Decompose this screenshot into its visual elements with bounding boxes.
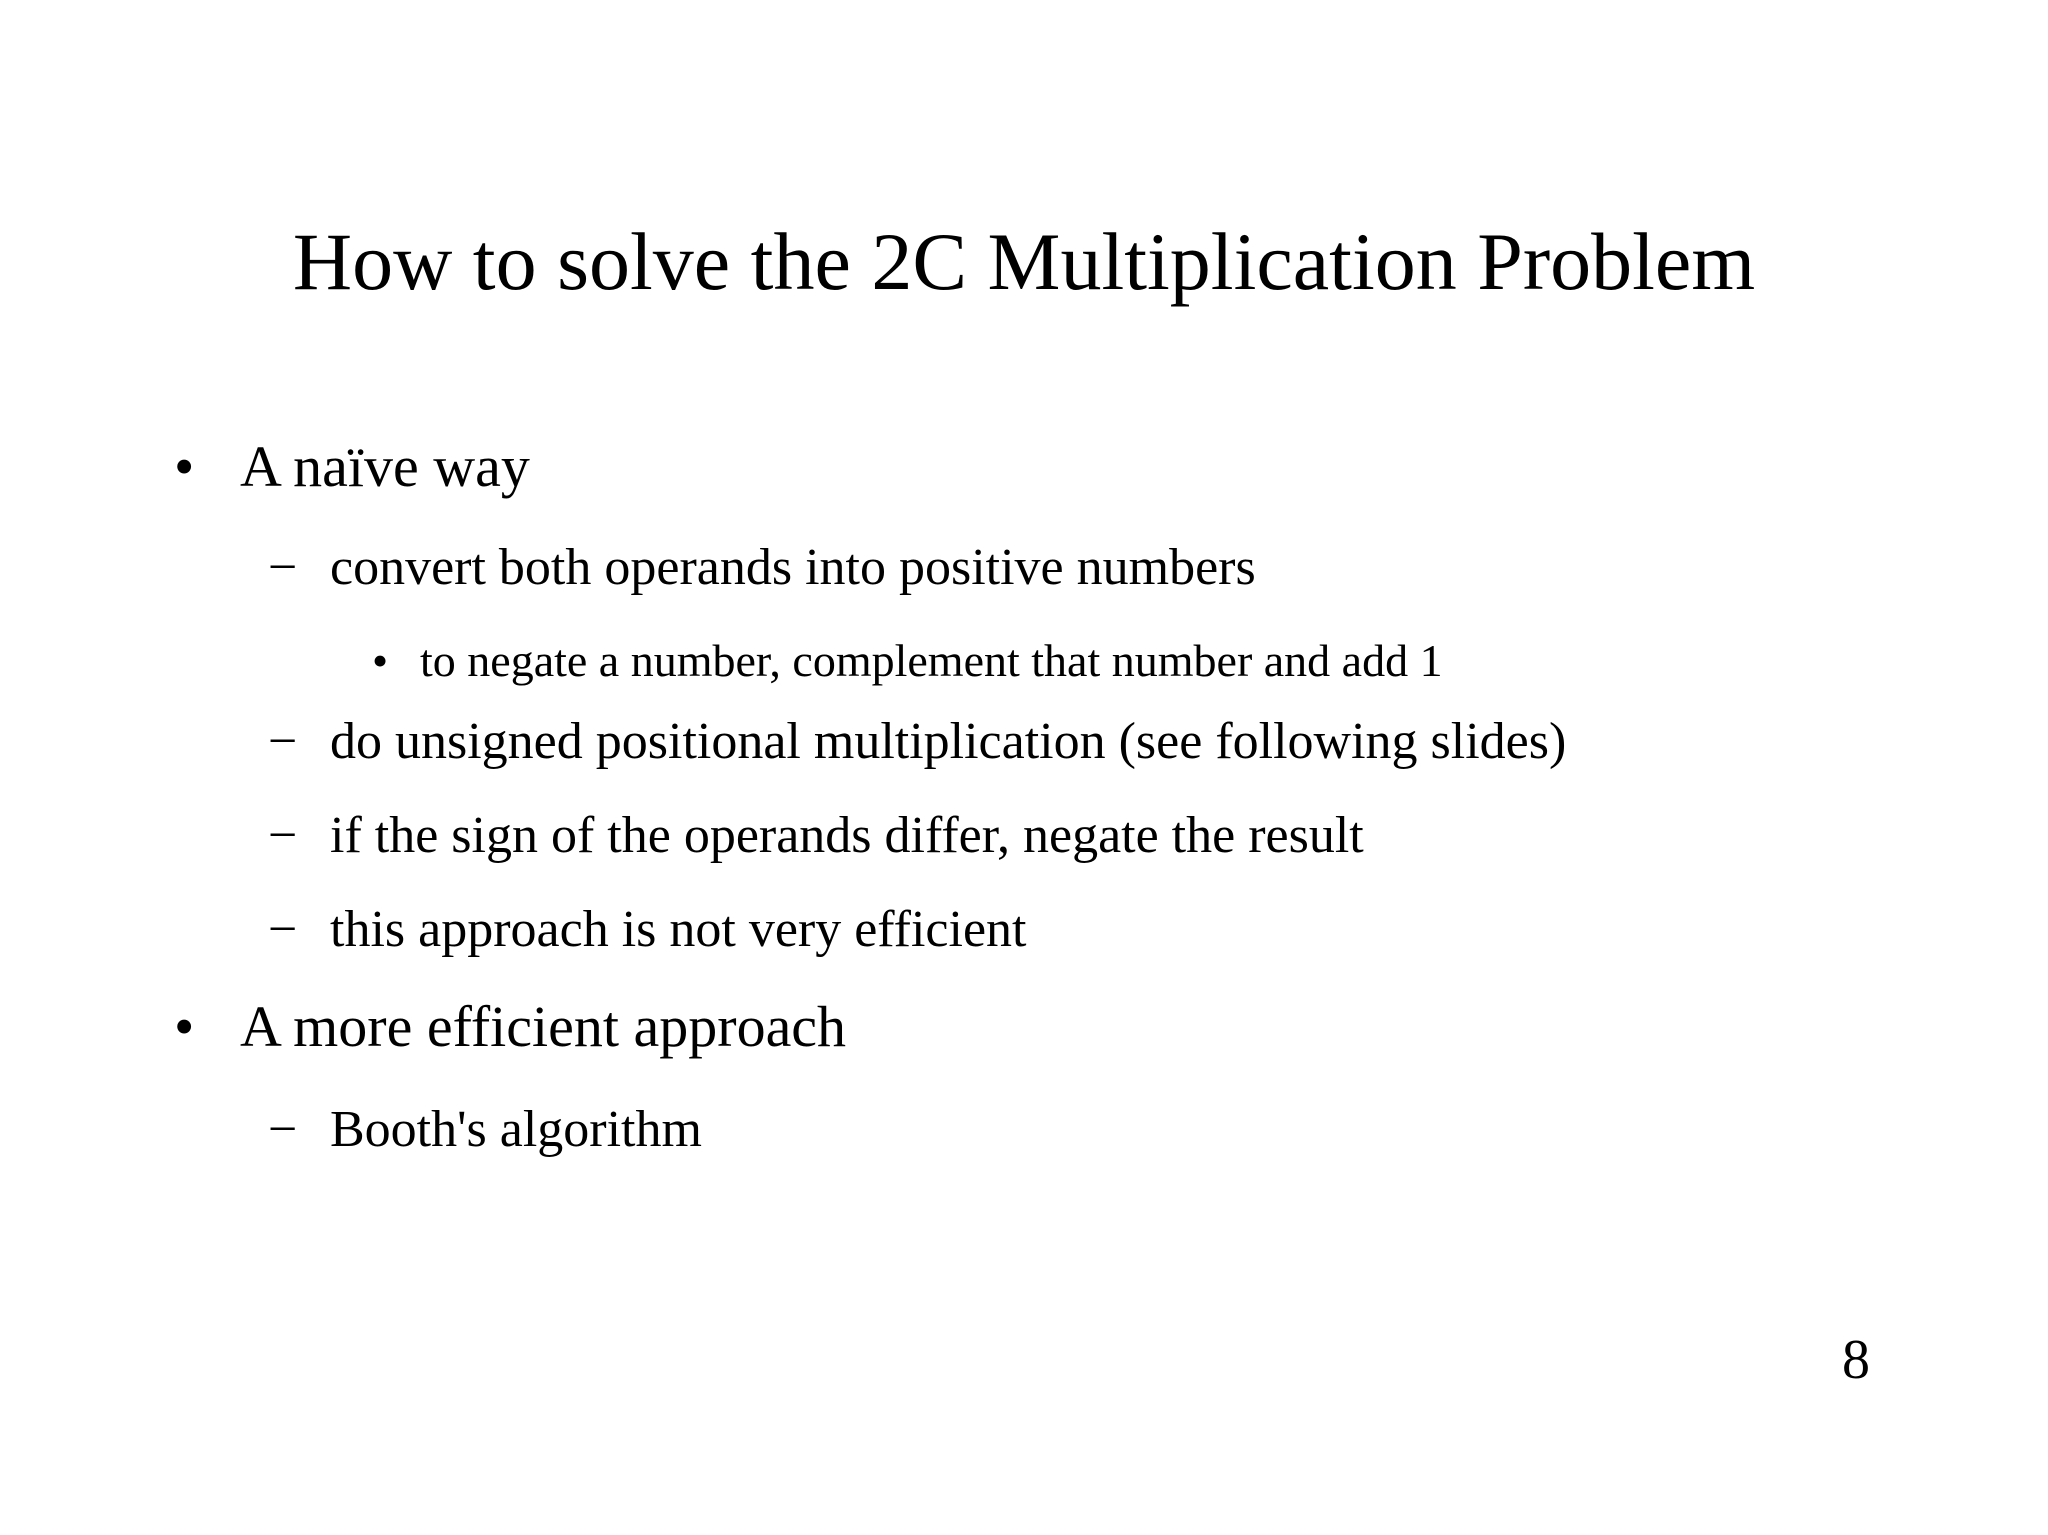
slide-title: How to solve the 2C Multiplication Problem [292, 216, 1756, 307]
dash-marker: − [268, 901, 298, 958]
bullet-marker: • [372, 635, 389, 686]
dash-marker: − [268, 539, 298, 596]
bullet-marker: • [174, 994, 195, 1059]
dash-marker: − [268, 1101, 298, 1158]
list-item-text: A naïve way [240, 434, 530, 499]
dash-marker: − [268, 807, 298, 864]
list-item-text: this approach is not very efficient [330, 901, 1027, 958]
list-item-text: to negate a number, complement that number and add 1 [420, 635, 1443, 686]
dash-marker: − [268, 713, 298, 770]
list-item-text: A more efficient approach [240, 994, 847, 1059]
list-item-text: Booth's algorithm [330, 1101, 702, 1158]
list-item-text: if the sign of the operands differ, negate the result [330, 807, 1364, 864]
bullet-marker: • [174, 434, 195, 499]
page-number: 8 [1842, 1329, 1870, 1391]
list-item-text: convert both operands into positive numbers [330, 539, 1256, 596]
list-item-text: do unsigned positional multiplication (see following slides) [330, 713, 1567, 770]
